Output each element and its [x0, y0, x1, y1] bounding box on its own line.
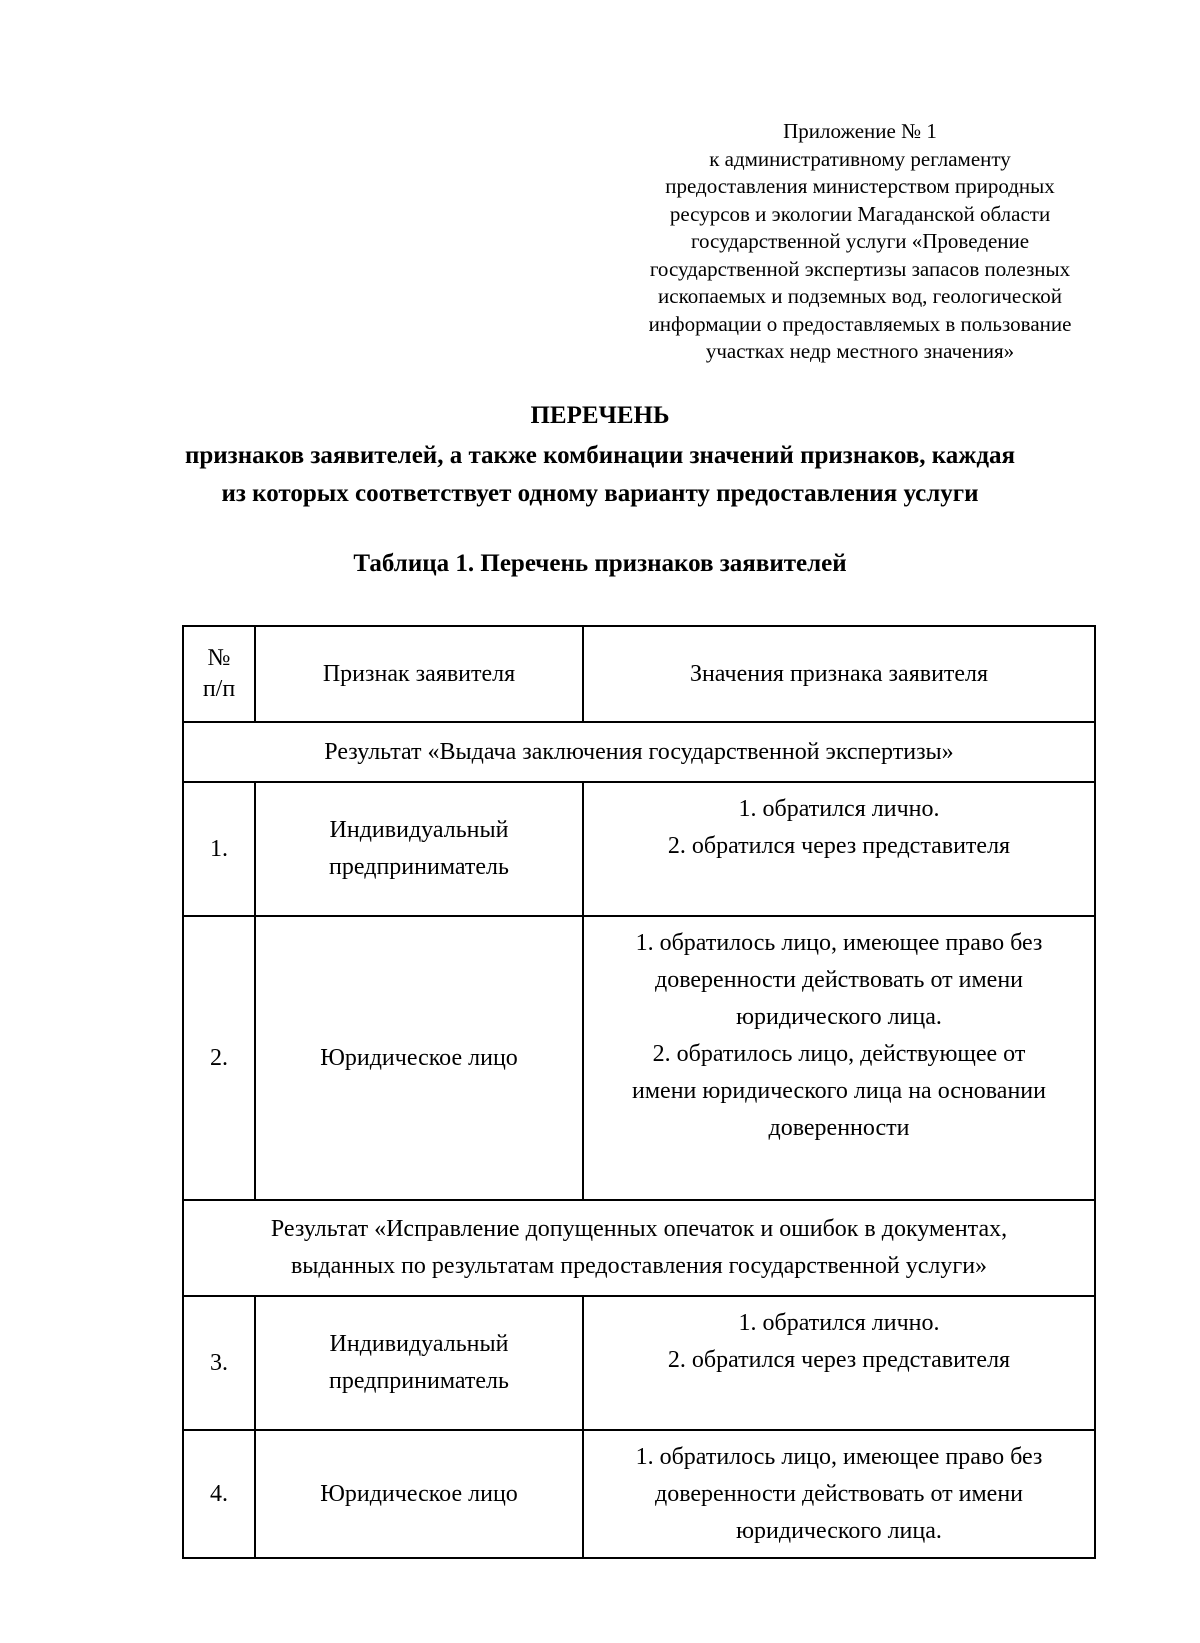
section-title-line: Результат «Выдача заключения государственной экспертизы»	[324, 738, 954, 765]
document-subtitle	[60, 437, 1140, 513]
section-row	[183, 722, 1095, 782]
value-line: доверенности действовать от имени	[654, 1480, 1023, 1507]
appendix-line: ископаемых и подземных вод, геологической	[658, 284, 1062, 308]
table-row	[183, 916, 1095, 1200]
value-line: 1. обратился лично.	[738, 1310, 940, 1336]
header-sign-cell: Признак заявителя	[255, 626, 583, 722]
value-line: юридического лица.	[736, 1004, 942, 1030]
section-title-line: выданных по результатам предоставления государственной услуги»	[290, 1253, 988, 1279]
value-line: 1. обратился лично.	[738, 796, 940, 822]
value-line: 1. обратилось лицо, имеющее право без	[635, 930, 1043, 956]
header-number-symbol: №	[207, 645, 231, 671]
appendix-line: государственной экспертизы запасов полезных	[649, 256, 1071, 281]
sign-line: предприниматель	[329, 1368, 509, 1394]
appendix-line: информации о предоставляемых в пользование	[648, 311, 1072, 336]
sign-line: Юридическое лицо	[320, 1480, 518, 1507]
sign-line: предприниматель	[329, 854, 509, 880]
sign-line: Юридическое лицо	[320, 1044, 518, 1071]
table-row	[183, 1296, 1095, 1430]
row-values-cell	[583, 782, 1095, 916]
value-line: 1. обратилось лицо, имеющее право без	[635, 1443, 1043, 1470]
value-line: доверенности действовать от имени	[654, 967, 1023, 993]
section-row	[183, 1200, 1095, 1296]
subtitle-line: из которых соответствует одному варианту предоставления услуги	[221, 480, 979, 507]
section-title-cell	[183, 722, 1095, 782]
appendix-line: Приложение № 1	[783, 119, 937, 143]
appendix-line: ресурсов и экологии Магаданской области	[669, 201, 1051, 226]
value-line: 2. обратилось лицо, действующее от	[652, 1041, 1026, 1067]
table-caption: Таблица 1. Перечень признаков заявителей	[353, 550, 847, 577]
row-number-cell: 4.	[183, 1430, 255, 1558]
row-number-cell: 1.	[183, 782, 255, 916]
row-number-cell: 2.	[183, 916, 255, 1200]
appendix-line: государственной услуги «Проведение	[690, 229, 1030, 253]
row-sign-cell	[255, 1430, 583, 1558]
header-number-abbr: п/п	[202, 676, 236, 702]
appendix-note	[610, 118, 1110, 366]
value-line: 2. обратился через представителя	[667, 833, 1011, 859]
applicant-signs-table	[182, 625, 1096, 1559]
table-header-row	[183, 626, 1095, 722]
table-row	[183, 1430, 1095, 1558]
section-title-cell	[183, 1200, 1095, 1296]
row-values-cell	[583, 1430, 1095, 1558]
subtitle-line: признаков заявителей, а также комбинации значений признаков, каждая	[184, 442, 1016, 469]
header-values-cell: Значения признака заявителя	[583, 626, 1095, 722]
appendix-line: предоставления министерством природных	[665, 174, 1055, 198]
appendix-line: участках недр местного значения»	[705, 339, 1015, 363]
value-line: 2. обратился через представителя	[667, 1347, 1011, 1373]
row-values-cell	[583, 916, 1095, 1200]
row-sign-cell	[255, 1296, 583, 1430]
table-row	[183, 782, 1095, 916]
row-sign-cell	[255, 782, 583, 916]
value-line: доверенности	[768, 1115, 910, 1141]
row-sign-cell	[255, 916, 583, 1200]
sign-line: Индивидуальный	[329, 817, 509, 843]
appendix-line: к административному регламенту	[709, 146, 1011, 171]
value-line: юридического лица.	[736, 1517, 942, 1544]
section-title-line: Результат «Исправление допущенных опечаток и ошибок в документах,	[270, 1216, 1008, 1242]
header-number-cell	[183, 626, 255, 722]
row-values-cell	[583, 1296, 1095, 1430]
document-title: ПЕРЕЧЕНЬ	[530, 402, 670, 429]
sign-line: Индивидуальный	[329, 1331, 509, 1357]
value-line: имени юридического лица на основании	[632, 1078, 1046, 1104]
row-number-cell: 3.	[183, 1296, 255, 1430]
